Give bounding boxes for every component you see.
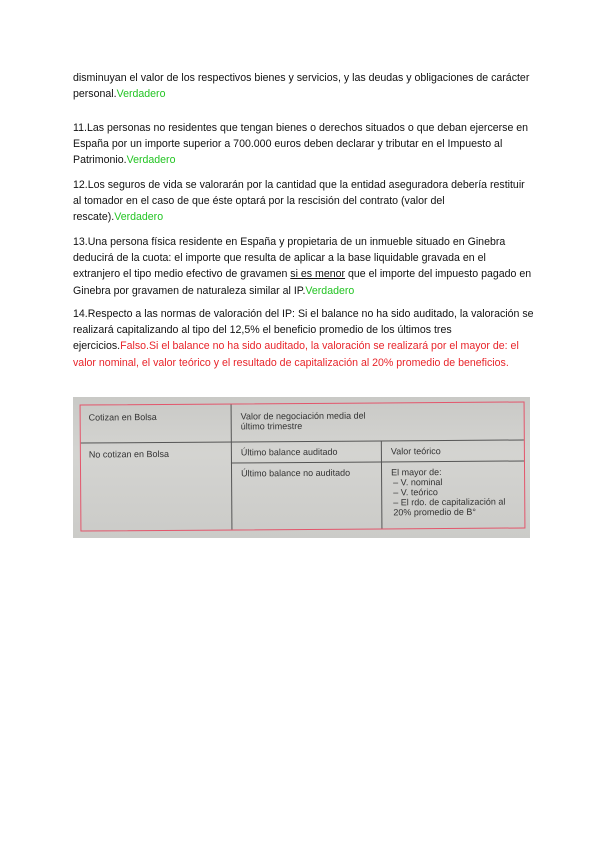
verdict-true: Verdadero [126,154,176,167]
table-frame [80,401,526,531]
list-title: El mayor de: [391,467,442,478]
verdict-true: Verdadero [116,88,166,101]
question-12 [73,177,535,226]
table-photo [73,397,530,538]
question-text-cont: que el importe del impuesto pagado en Ginebra por gravamen de naturaleza similar al IP. [73,268,532,297]
list-item: – V. nominal [393,477,443,488]
table-cell: Cotizan en Bolsa [88,412,157,423]
question-text: 14.Respecto a las normas de valoración del IP: Si el balance no ha sido auditado, la valoración se realizará capitalizando al tipo del 12,5% el beneficio promedio de los últimos tres ejercicios. [73,308,534,353]
list-item: – El rdo. de capitalización al 20% promedio de B° [393,496,506,518]
correction-text: Si el balance no ha sido auditado, la valoración se realizará por el mayor de: el valor nominal, el valor teórico y el resultado de capitalización al 20% promedio de beneficios. [73,340,519,369]
question-text: 12.Los seguros de vida se valorarán por la cantidad que la entidad aseguradora debería restituir al tomador en el caso de que éste optará por la rescisión del contrato (valor del rescate). [73,179,525,224]
question-11 [73,120,535,169]
table-cell: Valor de negociación media del último trimestre [240,410,366,432]
paragraph-text: disminuyan el valor de los respectivos bienes y servicios, y las deudas y obligaciones de carácter personal. [73,72,530,101]
underlined-phrase: si es menor [290,268,346,281]
table-cell: No cotizan en Bolsa [88,448,169,460]
question-text: 13.Una persona física residente en España y propietaria de un inmueble situado en Ginebra deducirá de la cuota: el importe que resulta de aplicar a la base liquidable gravada en el extranjero el tipo medio efectivo de gravamen [73,236,506,281]
table-col-divider [381,440,383,528]
verdict-false: Falso. [120,340,149,353]
table-col-divider [231,404,233,529]
verdict-true: Verdadero [305,284,355,297]
table-cell: Valor teórico [390,446,441,457]
table-row-divider [81,439,524,443]
question-13 [73,234,535,299]
table-row-divider [231,460,524,463]
table-cell: Último balance no auditado [241,467,351,479]
paragraph-continuation [73,70,535,102]
verdict-true: Verdadero [114,211,164,224]
table-cell-list [391,466,521,517]
question-text: 11.Las personas no residentes que tengan bienes o derechos situados o que deban ejercerse en España por un importe superior a 700.000 euros deben declarar y tributar en el Impuesto al Patrimonio. [73,122,529,167]
table-cell: Último balance auditado [240,446,338,458]
question-14 [73,306,535,371]
list-item: – V. teórico [393,487,438,498]
